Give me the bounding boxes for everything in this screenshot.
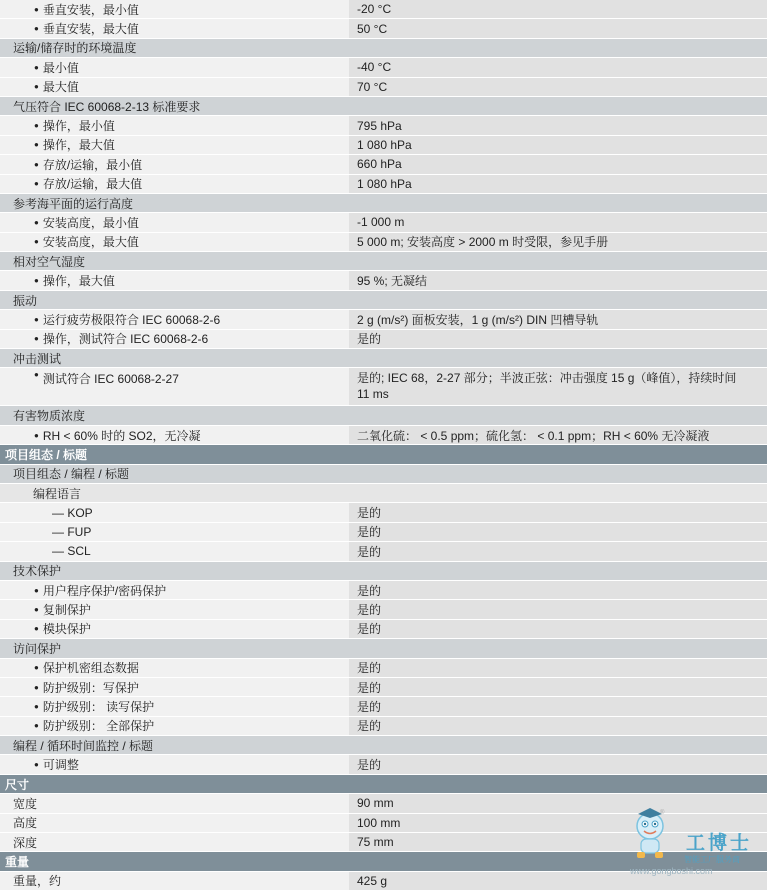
row-label: 可调整: [42, 758, 79, 773]
row-value: 是的: [357, 525, 382, 540]
row-value: 是的; IEC 68，2-27 部分；半波正弦：冲击强度 15 g（峰值），持续时间 11 ms: [357, 371, 737, 402]
group-header-row: [0, 97, 767, 116]
row-label: 保护机密组态数据: [42, 661, 139, 676]
row-value: 2 g (m/s²) 面板安装，1 g (m/s²) DIN 凹槽导轨: [357, 312, 599, 327]
group-header-row: [0, 465, 767, 484]
spec-row: [0, 368, 767, 406]
group-header-row: [0, 349, 767, 368]
row-label: 复制保护: [42, 603, 91, 618]
row-label: 重量，约: [13, 874, 62, 889]
row-value: 是的: [357, 661, 382, 676]
spec-row: [0, 330, 767, 349]
bullet-icon: ●: [34, 82, 39, 92]
subgroup-header-row: [0, 484, 767, 503]
row-label: 有害物质浓度: [13, 409, 86, 424]
row-label: 项目组态 / 编程 / 标题: [13, 467, 130, 482]
bullet-icon: ●: [34, 24, 39, 34]
group-header-row: [0, 639, 767, 658]
row-label: 冲击测试: [13, 351, 62, 366]
row-value: 75 mm: [357, 835, 394, 850]
row-label: 操作，测试符合 IEC 60068-2-6: [42, 332, 209, 347]
row-value: 90 mm: [357, 796, 394, 811]
row-value: 是的: [357, 603, 382, 618]
bullet-icon: ●: [34, 179, 39, 189]
row-value: 是的: [357, 622, 382, 637]
row-label: 操作，最大值: [42, 138, 115, 153]
row-value: 是的: [357, 719, 382, 734]
row-label: 存放/运输，最大值: [42, 177, 143, 192]
row-label: 安装高度，最小值: [42, 215, 139, 230]
row-value: 二氧化硫： < 0.5 ppm；硫化氢： < 0.1 ppm；RH < 60% 无冷凝液: [357, 428, 710, 443]
row-value: 是的: [357, 758, 382, 773]
group-header-row: [0, 39, 767, 58]
bullet-icon: ●: [34, 682, 39, 692]
spec-row: [0, 213, 767, 232]
row-label: 访问保护: [13, 641, 62, 656]
row-value: 是的: [357, 506, 382, 521]
row-value: 425 g: [357, 873, 388, 888]
row-label: 操作，最大值: [42, 274, 115, 289]
row-label: 技术保护: [13, 564, 62, 579]
bullet-icon: ●: [34, 430, 39, 440]
row-label: 防护级别：写保护: [42, 680, 139, 695]
spec-row: [0, 717, 767, 736]
spec-row: [0, 755, 767, 774]
gongboshi-watermark-logo: [628, 808, 767, 878]
svg-text:®: ®: [660, 810, 665, 816]
row-value: -1 000 m: [357, 215, 405, 230]
row-label: 防护级别： 读写保护: [42, 699, 155, 714]
row-label: 垂直安装，最大值: [42, 22, 139, 37]
spec-row: [0, 19, 767, 38]
row-value: 70 °C: [357, 79, 388, 94]
bullet-icon: ●: [34, 605, 39, 615]
spec-row: [0, 310, 767, 329]
spec-row: [0, 659, 767, 678]
row-value: 是的: [357, 680, 382, 695]
row-label: — SCL: [52, 544, 91, 559]
spec-row: [0, 503, 767, 522]
bullet-icon: ●: [34, 121, 39, 131]
row-label: 测试符合 IEC 60068-2-27: [42, 372, 179, 387]
row-label: 垂直安装，最小值: [42, 2, 139, 17]
row-value: 660 hPa: [357, 157, 402, 172]
row-value: 795 hPa: [357, 118, 402, 133]
row-label: 相对空气湿度: [13, 254, 86, 269]
row-value: 1 080 hPa: [357, 137, 412, 152]
row-value: 是的: [357, 544, 382, 559]
bullet-icon: ●: [34, 624, 39, 634]
bullet-icon: ●: [34, 159, 39, 169]
row-label: 气压符合 IEC 60068-2-13 标准要求: [13, 99, 201, 114]
spec-row: [0, 136, 767, 155]
bullet-icon: ●: [34, 663, 39, 673]
group-header-row: [0, 736, 767, 755]
row-label: — FUP: [52, 524, 92, 539]
group-header-row: [0, 562, 767, 581]
row-value: 1 080 hPa: [357, 176, 412, 191]
row-label: 操作，最小值: [42, 119, 115, 134]
spec-row: [0, 678, 767, 697]
group-header-row: [0, 252, 767, 271]
row-value: 100 mm: [357, 815, 401, 830]
spec-row: [0, 155, 767, 174]
section-header: 尺寸: [0, 775, 767, 794]
group-header-row: [0, 291, 767, 310]
bullet-icon: ●: [34, 314, 39, 324]
row-label: 振动: [13, 293, 38, 308]
spec-row: [0, 523, 767, 542]
spec-row: [0, 0, 767, 19]
spec-row: [0, 271, 767, 290]
row-label: 模块保护: [42, 622, 91, 637]
bullet-icon: ●: [34, 585, 39, 595]
bullet-icon: ●: [34, 62, 39, 72]
row-value: 是的: [357, 699, 382, 714]
row-value: 95 %; 无凝结: [357, 274, 428, 289]
spec-row: [0, 600, 767, 619]
bullet-icon: ●: [34, 4, 39, 14]
bullet-icon: ●: [34, 721, 39, 731]
row-label: 运行疲劳极限符合 IEC 60068-2-6: [42, 312, 221, 327]
bullet-icon: ●: [34, 217, 39, 227]
spec-row: [0, 233, 767, 252]
row-label: 安装高度，最大值: [42, 235, 139, 250]
row-label: 最小值: [42, 60, 79, 75]
bullet-icon: ●: [34, 334, 39, 344]
group-header-row: [0, 194, 767, 213]
row-value: 是的: [357, 332, 382, 347]
watermark-tagline: 智能工厂服务商: [684, 855, 740, 864]
bullet-icon: ●: [34, 370, 39, 380]
spec-row: [0, 78, 767, 97]
spec-row: [0, 542, 767, 561]
row-label: 最大值: [42, 80, 79, 95]
row-value: 5 000 m; 安装高度 > 2000 m 时受限，参见手册: [357, 235, 609, 250]
spec-row: [0, 581, 767, 600]
watermark-url: www.gongboshi.com: [630, 866, 713, 876]
bullet-icon: ●: [34, 140, 39, 150]
spec-row: [0, 697, 767, 716]
spec-row: [0, 116, 767, 135]
row-value: -40 °C: [357, 60, 392, 75]
row-value: -20 °C: [357, 2, 392, 17]
row-label: 宽度: [13, 796, 38, 811]
row-label: 用户程序保护/密码保护: [42, 583, 167, 598]
spec-row: [0, 58, 767, 77]
spec-row: [0, 620, 767, 639]
bullet-icon: ●: [34, 760, 39, 770]
row-label: RH < 60% 时的 SO2，无冷凝: [42, 428, 201, 443]
watermark-brand: 工博士: [686, 832, 753, 854]
bullet-icon: ●: [34, 701, 39, 711]
row-label: 防护级别： 全部保护: [42, 719, 155, 734]
section-header: 重量: [0, 852, 767, 871]
row-label: 参考海平面的运行高度: [13, 196, 134, 211]
row-label: 运输/储存时的环境温度: [13, 41, 137, 56]
row-label: 存放/运输，最小值: [42, 157, 143, 172]
row-label: 深度: [13, 835, 38, 850]
group-header-row: [0, 406, 767, 425]
row-value: 是的: [357, 583, 382, 598]
section-header: 项目组态 / 标题: [0, 445, 767, 464]
row-value: 50 °C: [357, 21, 388, 36]
row-label: — KOP: [52, 505, 93, 520]
bullet-icon: ●: [34, 237, 39, 247]
row-label: 高度: [13, 816, 38, 831]
row-label: 编程语言: [33, 486, 82, 501]
spec-row: [0, 175, 767, 194]
spec-row: [0, 426, 767, 445]
row-label: 编程 / 循环时间监控 / 标题: [13, 738, 154, 753]
bullet-icon: ●: [34, 276, 39, 286]
